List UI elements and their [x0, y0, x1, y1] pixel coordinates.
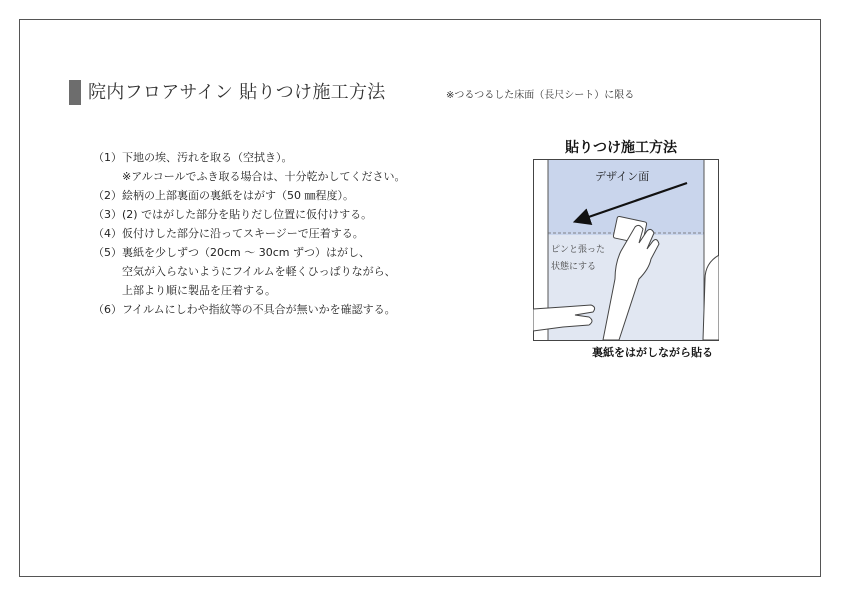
step-item: [93, 167, 406, 186]
step-text: 上部より順に製品を圧着する。: [122, 284, 276, 297]
step-text: ※アルコールでふき取る場合は、十分乾かしてください。: [122, 170, 406, 183]
step-number: （1）: [93, 151, 122, 164]
step-text: フイルムにしわや指紋等の不具合が無いかを確認する。: [122, 303, 396, 316]
tension-label-line2: 状態にする: [551, 262, 597, 272]
step-text: 下地の埃、汚れを取る（空拭き）。: [122, 151, 293, 164]
application-illustration: [533, 159, 719, 341]
title-accent-bar: [69, 80, 81, 105]
step-number: （5）: [93, 246, 122, 259]
step-item: [93, 262, 406, 281]
step-number: （2）: [93, 189, 122, 202]
surface-note: ※つるつるした床面（長尺シート）に限る: [446, 90, 635, 101]
step-text: 絵柄の上部裏面の裏紙をはがす（50 ㎜程度）。: [122, 189, 354, 202]
instruction-list: [93, 148, 406, 319]
step-item: [93, 243, 406, 262]
step-item: [93, 205, 406, 224]
step-text: (2) ではがした部分を貼りだし位置に仮付けする。: [122, 208, 373, 221]
step-item: [93, 300, 406, 319]
step-item: [93, 281, 406, 300]
step-item: [93, 186, 406, 205]
step-text: 裏紙を少しずつ（20cm ～ 30cm ずつ）はがし、: [122, 246, 371, 259]
figure-title: 貼りつけ施工方法: [565, 140, 677, 156]
step-item: [93, 148, 406, 167]
step-text: 空気が入らないようにフイルムを軽くひっぱりながら、: [122, 265, 396, 278]
figure-caption: 裏紙をはがしながら貼る: [592, 346, 713, 359]
step-number: （6）: [93, 303, 122, 316]
step-number: （4）: [93, 227, 122, 240]
page-title: 院内フロアサイン 貼りつけ施工方法: [88, 82, 386, 103]
step-number: （3）: [93, 208, 122, 221]
step-text: 仮付けした部分に沿ってスキージーで圧着する。: [122, 227, 364, 240]
tension-label-line1: ピンと張った: [551, 245, 606, 255]
design-side-label: デザイン面: [595, 170, 650, 183]
step-item: [93, 224, 406, 243]
